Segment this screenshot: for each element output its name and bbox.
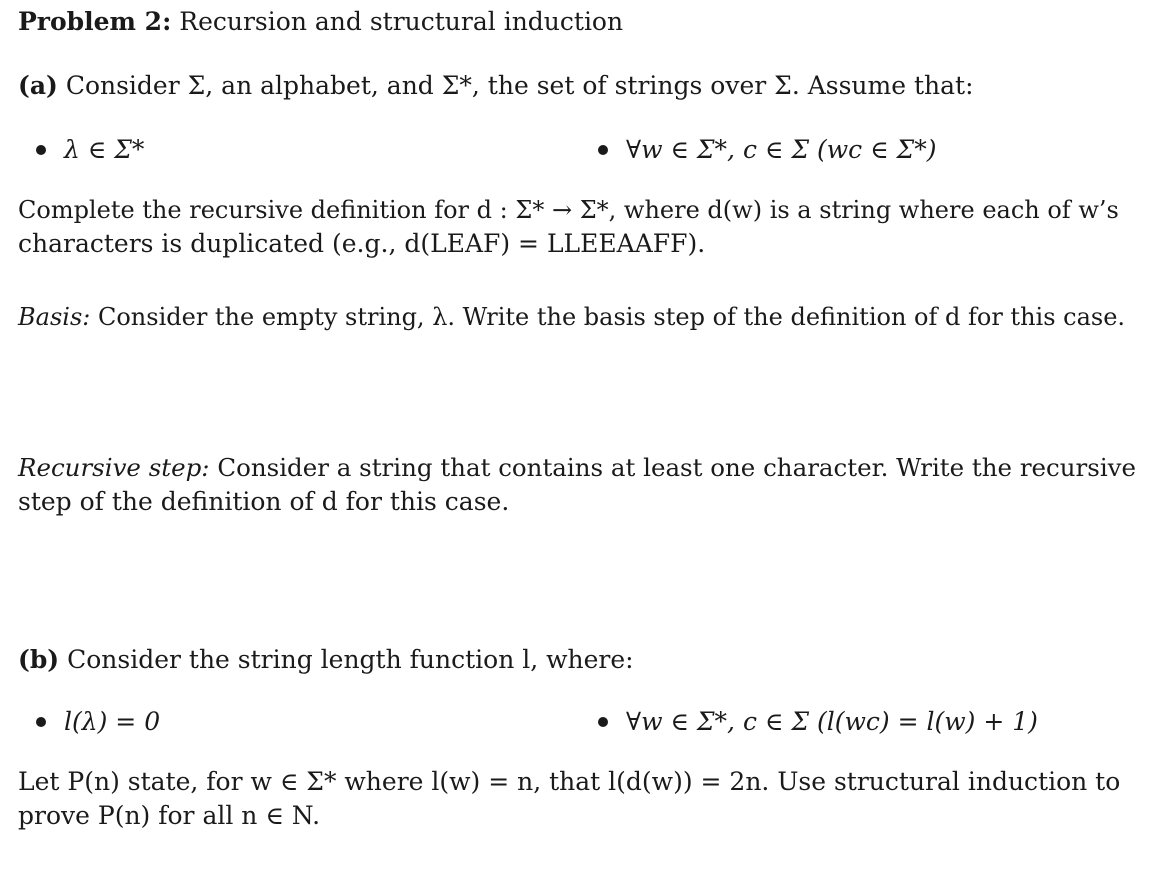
- recursive-answer-space[interactable]: [18, 524, 1118, 634]
- problem-label: Problem 2:: [18, 7, 172, 36]
- part-b-task-line-2: prove P(n) for all n ∈ N.: [18, 801, 321, 830]
- problem-title: Recursion and structural induction: [179, 7, 624, 36]
- part-b-bullet-right: [598, 706, 1038, 738]
- bullet-text: l(λ) = 0: [64, 707, 161, 736]
- part-b-label: (b): [18, 645, 60, 674]
- bullet-icon: [598, 717, 608, 727]
- bullet-text: ∀w ∈ Σ*, c ∈ Σ (wc ∈ Σ*): [626, 135, 937, 164]
- basis-line: [18, 301, 1125, 333]
- part-a-label: (a): [18, 71, 58, 100]
- part-a-intro: [18, 70, 974, 102]
- part-b-intro: [18, 644, 634, 676]
- part-a-bullet-right: [598, 134, 936, 166]
- recursive-line-2: step of the definition of d for this case.: [18, 487, 510, 516]
- bullet-text: λ ∈ Σ*: [64, 135, 145, 164]
- part-b-intro-text: Consider the string length function l, where:: [67, 645, 634, 674]
- basis-answer-space[interactable]: [18, 340, 1118, 448]
- bullet-icon: [598, 145, 608, 155]
- bullet-text: ∀w ∈ Σ*, c ∈ Σ (l(wc) = l(w) + 1): [626, 707, 1038, 736]
- recursive-label: Recursive step:: [18, 453, 210, 482]
- part-a-task-line-1: Complete the recursive definition for d : Σ* → Σ*, where d(w) is a string where each of w’s: [18, 196, 1119, 224]
- part-a-task-line-2: characters is duplicated (e.g., d(LEAF) = LLEEAAFF).: [18, 229, 706, 258]
- problem-heading: [18, 6, 623, 38]
- part-b-bullet-left: [36, 706, 160, 738]
- recursive-text-1: Consider a string that contains at least one character. Write the recursive: [217, 453, 1137, 482]
- bullet-icon: [36, 145, 46, 155]
- basis-label: Basis:: [18, 303, 91, 331]
- recursive-line-1: [18, 452, 1136, 484]
- part-a-intro-text: Consider Σ, an alphabet, and Σ*, the set of strings over Σ. Assume that:: [65, 71, 974, 100]
- part-a-bullet-left: [36, 134, 144, 166]
- part-b-task-line-1: Let P(n) state, for w ∈ Σ* where l(w) = n, that l(d(w)) = 2n. Use structural induction to: [18, 767, 1121, 796]
- basis-text: Consider the empty string, λ. Write the basis step of the definition of d for this case.: [97, 303, 1126, 331]
- bullet-icon: [36, 717, 46, 727]
